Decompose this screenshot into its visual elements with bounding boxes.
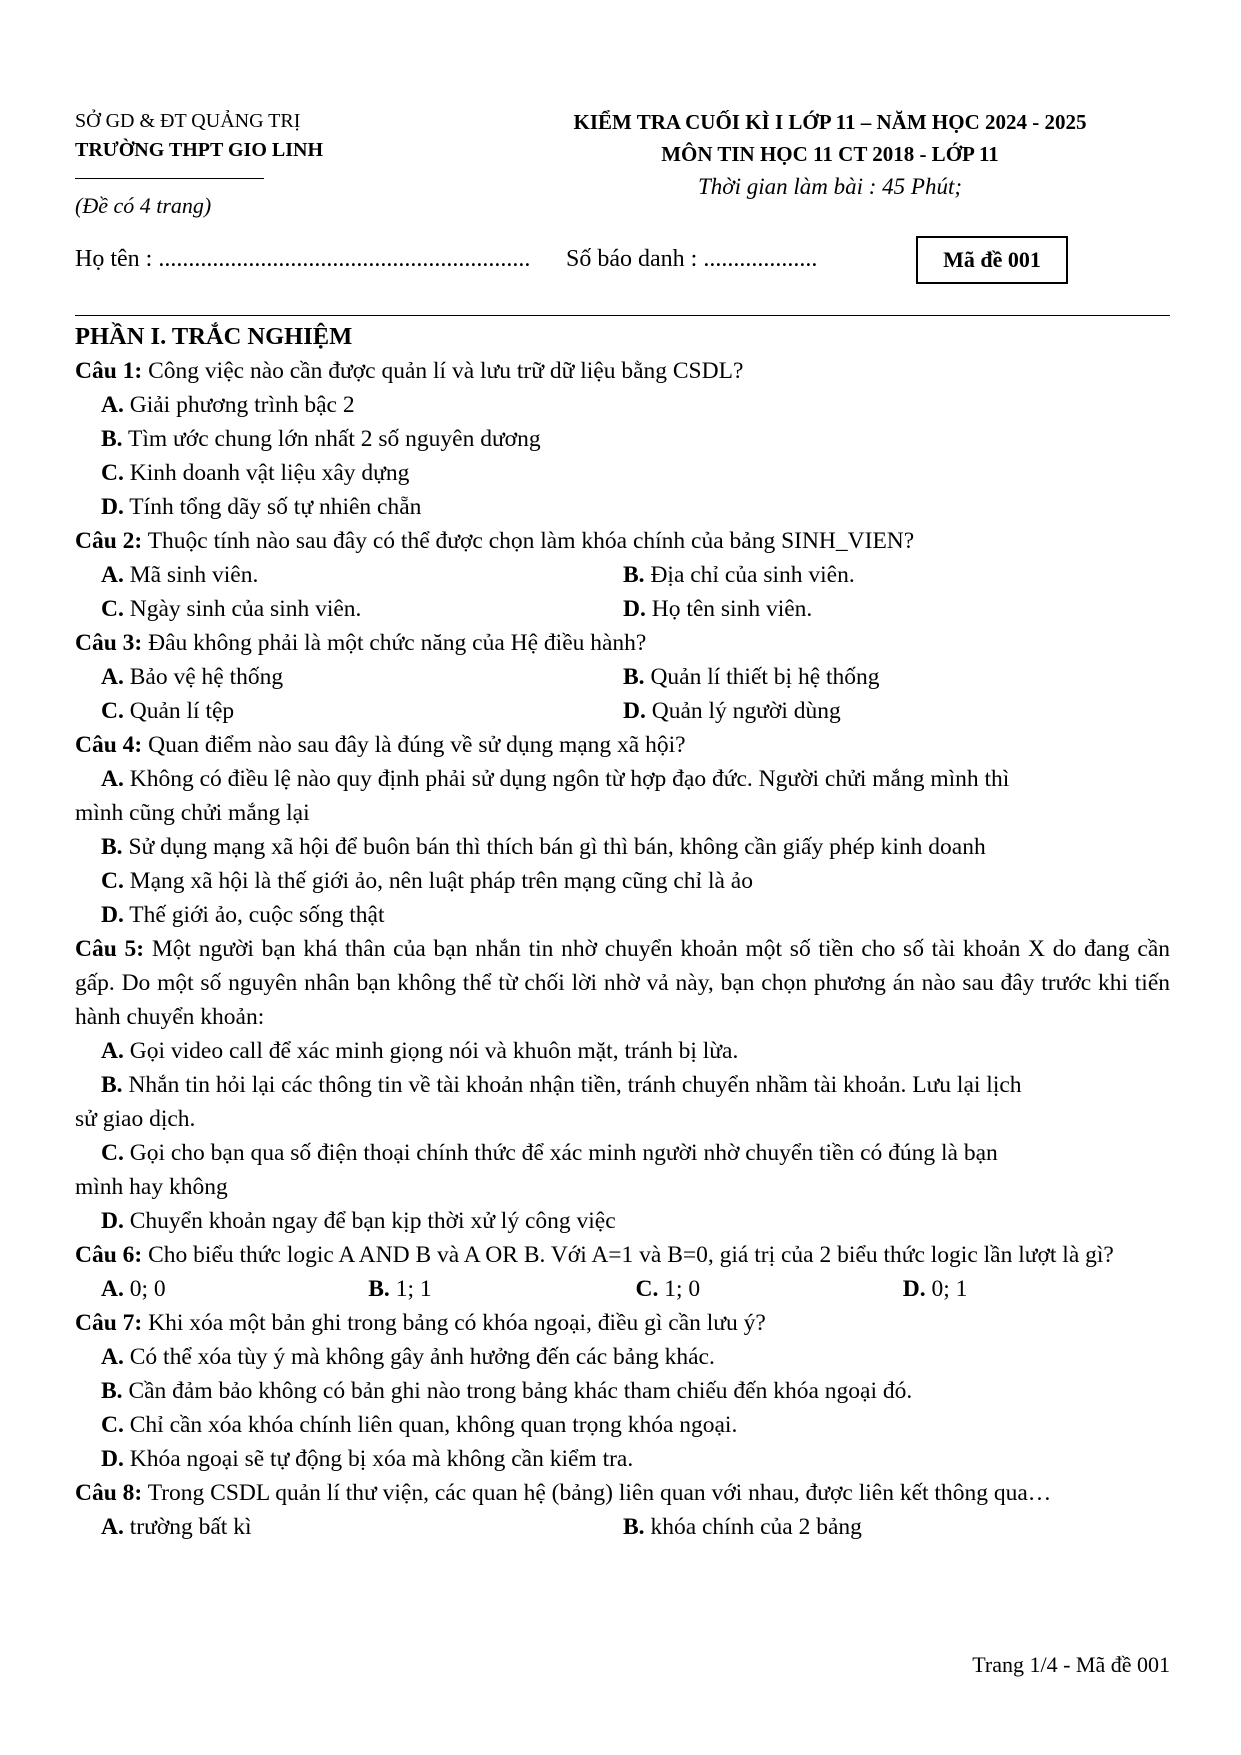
question-label: Câu 6: [75,1242,143,1268]
question-stem [75,1306,1170,1340]
question-6 [75,1238,1170,1306]
question-label: Câu 3: [75,630,143,656]
option-d: D. 0; 1 [902,1276,968,1302]
option-c: C. Kinh doanh vật liệu xây dựng [101,460,410,486]
option-d: D. Tính tổng dãy số tự nhiên chẵn [101,494,422,520]
question-text: Quan điểm nào sau đây là đúng về sử dụng mạng xã hội? [142,732,686,758]
question-label: Câu 8: [75,1480,143,1506]
option-d: D. Họ tên sinh viên. [623,596,813,622]
option-a: A. Gọi video call để xác minh giọng nói và khuôn mặt, tránh bị lừa. [101,1038,739,1064]
question-stem [75,932,1170,1034]
option-c-continuation: mình hay không [75,1174,228,1200]
question-stem [75,1238,1170,1272]
question-text: Thuộc tính nào sau đây có thể được chọn làm khóa chính của bảng SINH_VIEN? [142,528,915,554]
school-name: TRƯỜNG THPT GIO LINH [75,139,324,161]
option-d: D. Chuyển khoản ngay để bạn kịp thời xử lý công việc [101,1208,616,1234]
question-7 [75,1306,1170,1476]
question-label: Câu 5: [75,936,145,962]
school-underline [75,178,264,179]
option-b: B. Tìm ước chung lớn nhất 2 số nguyên dương [101,426,541,452]
question-text: Cho biểu thức logic A AND B và A OR B. Với A=1 và B=0, giá trị của 2 biểu thức logic lần lượt là gì? [142,1242,1114,1268]
option-a: A. 0; 0 [101,1276,166,1302]
question-stem [75,1476,1170,1510]
question-label: Câu 2: [75,528,143,554]
question-stem [75,626,1170,660]
option-a-continuation: mình cũng chửi mắng lại [75,800,310,826]
page-count-note: (Đề có 4 trang) [75,193,212,218]
question-4 [75,728,1170,932]
option-b: B. Quản lí thiết bị hệ thống [623,664,880,690]
question-1 [75,354,1170,524]
option-b-continuation: sử giao dịch. [75,1106,196,1132]
question-stem [75,354,1170,388]
option-c: C. Mạng xã hội là thế giới ảo, nên luật pháp trên mạng cũng chỉ là ảo [101,868,753,894]
department-name: SỞ GD & ĐT QUẢNG TRỊ [75,110,301,132]
question-text: Khi xóa một bản ghi trong bảng có khóa ngoại, điều gì cần lưu ý? [142,1310,766,1336]
option-d: D. Khóa ngoại sẽ tự động bị xóa mà không cần kiểm tra. [101,1446,634,1472]
question-label: Câu 1: [75,358,143,384]
question-text: Công việc nào cần được quản lí và lưu trữ dữ liệu bằng CSDL? [142,358,744,384]
question-label: Câu 4: [75,732,143,758]
option-c: C. Ngày sinh của sinh viên. [101,596,362,622]
option-b: B. 1; 1 [368,1276,432,1302]
subject-title: MÔN TIN HỌC 11 CT 2018 - LỚP 11 [661,142,999,166]
exam-duration: Thời gian làm bài : 45 Phút; [698,174,962,199]
exam-code-box: Mã đề 001 [916,236,1068,284]
student-name-field: Họ tên : .............................................................. [75,246,531,272]
option-a: A. Mã sinh viên. [101,562,259,588]
option-b: B. Sử dụng mạng xã hội để buôn bán thì thích bán gì thì bán, không cần giấy phép kinh doanh [101,834,986,860]
question-stem [75,524,1170,558]
option-a: A. Có thể xóa tùy ý mà không gây ảnh hưởng đến các bảng khác. [101,1344,715,1370]
option-c: C. Quản lí tệp [101,698,235,724]
question-5 [75,932,1170,1238]
question-text: Một người bạn khá thân của bạn nhắn tin nhờ chuyển khoản một số tiền cho số tài khoản X do đang cần gấp. Do một số nguyên nhân bạn không thể từ chối lời nhờ vả này, bạn chọn phương án nào sau đây trước khi tiến hành chuyển khoản: [75,936,1170,1030]
question-8 [75,1476,1170,1544]
option-d: D. Thế giới ảo, cuộc sống thật [101,902,385,928]
page-footer: Trang 1/4 - Mã đề 001 [972,1652,1170,1677]
question-label: Câu 7: [75,1310,143,1336]
section-title: PHẦN I. TRẮC NGHIỆM [75,323,353,350]
option-a: A. Bảo vệ hệ thống [101,664,284,690]
question-stem [75,728,1170,762]
option-b: B. khóa chính của 2 bảng [623,1514,862,1540]
header-divider [75,315,1170,316]
student-id-field: Số báo danh : ................... [566,246,818,272]
option-c: C. Gọi cho bạn qua số điện thoại chính thức để xác minh người nhờ chuyển tiền có đúng là bạn [101,1140,998,1166]
option-b: B. Địa chỉ của sinh viên. [623,562,855,588]
option-a: A. Giải phương trình bậc 2 [101,392,355,418]
option-d: D. Quản lý người dùng [623,698,841,724]
option-b: B. Nhắn tin hỏi lại các thông tin về tài khoản nhận tiền, tránh chuyển nhầm tài khoản. Lưu lại lịch [101,1072,1022,1098]
question-3 [75,626,1170,728]
exam-content [75,320,1170,1544]
option-b: B. Cần đảm bảo không có bản ghi nào trong bảng khác tham chiếu đến khóa ngoại đó. [101,1378,913,1404]
question-text: Đâu không phải là một chức năng của Hệ điều hành? [142,630,647,656]
option-a: A. Không có điều lệ nào quy định phải sử dụng ngôn từ hợp đạo đức. Người chửi mắng mình thì [101,766,1010,792]
option-c: C. Chỉ cần xóa khóa chính liên quan, không quan trọng khóa ngoại. [101,1412,738,1438]
exam-title: KIỂM TRA CUỐI KÌ I LỚP 11 – NĂM HỌC 2024 - 2025 [573,110,1087,134]
question-text: Trong CSDL quản lí thư viện, các quan hệ (bảng) liên quan với nhau, được liên kết thông qua… [142,1480,1052,1506]
question-2 [75,524,1170,626]
option-a: A. trường bất kì [101,1514,252,1540]
option-c: C. 1; 0 [635,1276,701,1302]
